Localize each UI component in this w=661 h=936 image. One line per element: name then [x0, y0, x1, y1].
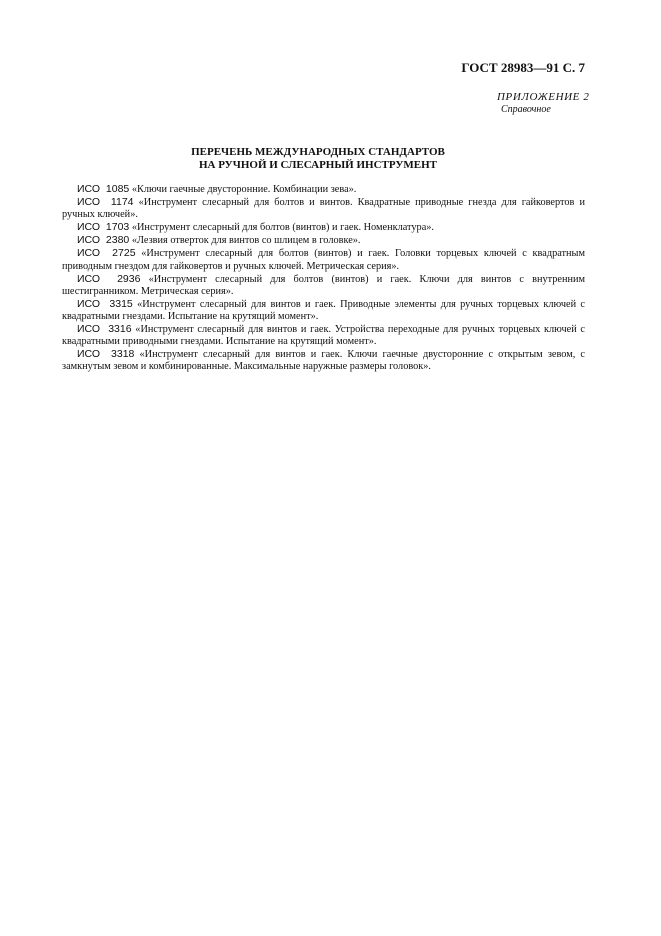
standard-title: «Инструмент слесарный для болтов и винтов. Квадратные приводные гнезда для гайковертов и ручных ключей». [62, 197, 585, 221]
standard-code: ИСО 1085 [77, 183, 130, 195]
title-line-2: НА РУЧНОЙ И СЛЕСАРНЫЙ ИНСТРУМЕНТ [198, 159, 437, 171]
standard-title: «Инструмент слесарный для болтов (винтов) и гаек. Головки торцевых ключей с квадратным приводным гнездом для гайковертов и ручных ключей. Метрическая серия». [62, 248, 585, 272]
standard-code: ИСО 1174 [77, 196, 134, 209]
standards-list [62, 183, 585, 373]
appendix-type: Справочное [501, 104, 551, 115]
standard-code: ИСО 2725 [77, 247, 136, 260]
page-title [60, 146, 576, 172]
standard-title: «Инструмент слесарный для болтов (винтов) и гаек. Номенклатура». [131, 222, 434, 234]
standard-title: «Ключи гаечные двусторонние. Комбинации зева». [131, 184, 357, 195]
standard-title: «Инструмент слесарный для винтов и гаек. Приводные элементы для ручных торцевых ключей с квадратными гнездами. Испытание на крутящий момент». [62, 298, 585, 322]
list-item [62, 323, 585, 348]
standard-title: «Инструмент слесарный для винтов и гаек. Ключи гаечные двусторонние с открытым зевом, с замкнутым зевом и комбинированные. Максимальные наружные размеры головок». [62, 349, 585, 373]
standard-code: ИСО 2380 [77, 234, 130, 247]
standard-code: ИСО 2936 [77, 272, 141, 285]
standard-code: ИСО 3316 [77, 323, 132, 336]
standard-code: ИСО 3318 [77, 348, 135, 361]
list-item [62, 298, 585, 323]
appendix-label: ПРИЛОЖЕНИЕ 2 [497, 91, 590, 103]
document-header: ГОСТ 28983—91 С. 7 [461, 60, 585, 75]
list-item [62, 183, 585, 196]
title-line-1: ПЕРЕЧЕНЬ МЕЖДУНАРОДНЫХ СТАНДАРТОВ [191, 146, 445, 158]
list-item [62, 196, 585, 221]
standard-title: «Инструмент слесарный для винтов и гаек. Устройства переходные для ручных торцевых ключей с квадратными приводными гнездами. Испытание на крутящий момент». [62, 324, 586, 348]
standard-title: «Лезвия отверток для винтов со шлицем в головке». [131, 235, 361, 247]
list-item [62, 273, 585, 298]
list-item [62, 221, 585, 234]
standard-code: ИСО 3315 [77, 297, 133, 310]
standard-code: ИСО 1703 [77, 221, 130, 234]
standard-title: «Инструмент слесарный для болтов (винтов) и гаек. Ключи для винтов с внутренним шестигранником. Метрическая серия». [62, 273, 585, 297]
list-item [62, 234, 585, 247]
list-item [62, 348, 585, 373]
list-item [62, 247, 585, 272]
